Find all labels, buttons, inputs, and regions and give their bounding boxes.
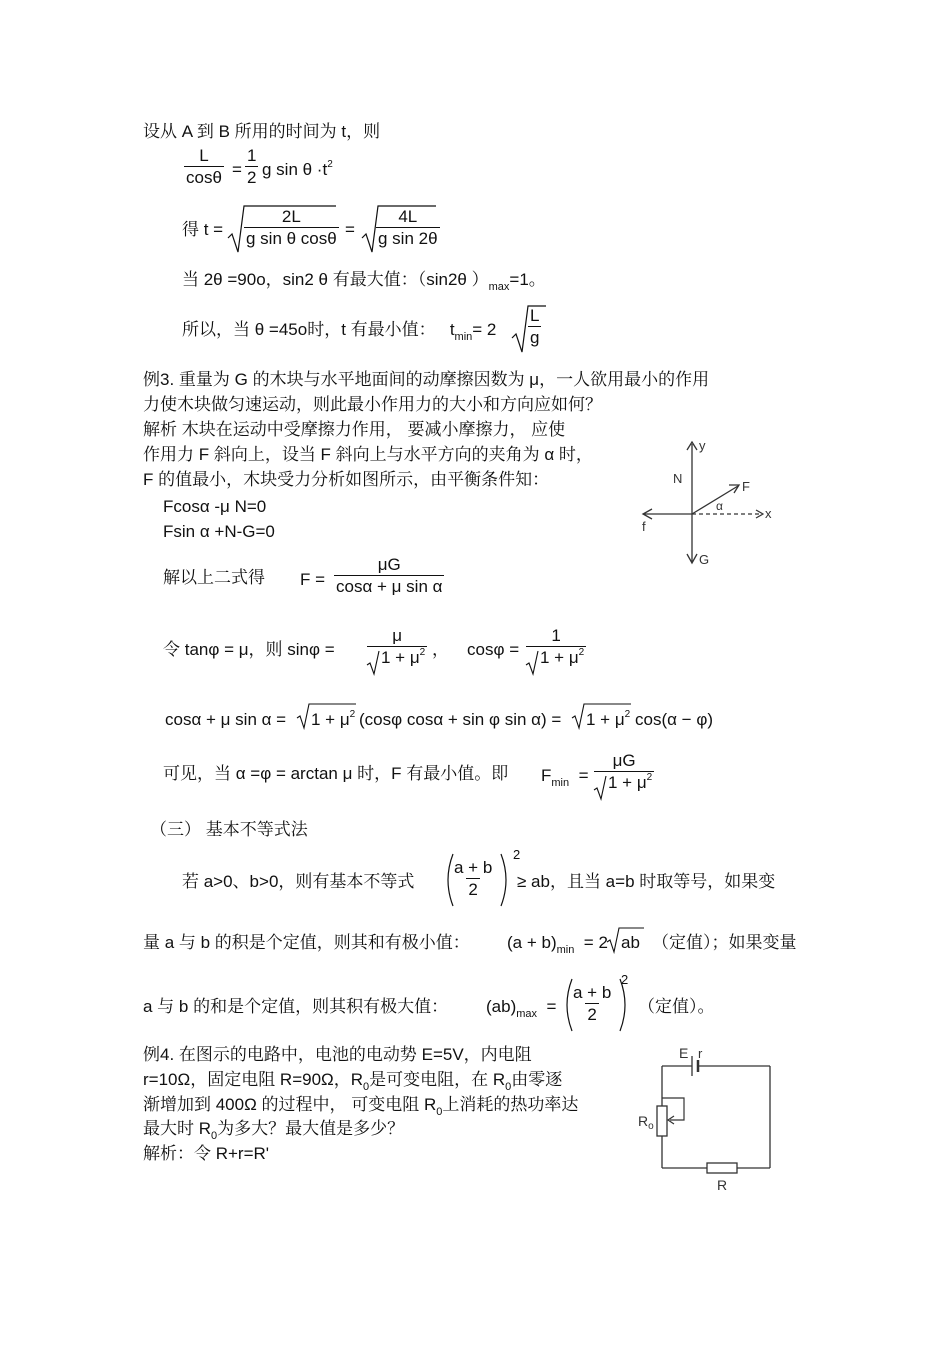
- s3-l3-expr: $(ab)_{max}$ =: [486, 997, 557, 1020]
- result-radical-sign: [593, 775, 607, 801]
- eq2-radical-1-fraction: [244, 207, 339, 250]
- eq1-equals: =: [232, 160, 242, 179]
- expand-mid: (cosφ cosα + sin φ sin α) =: [359, 710, 562, 729]
- solve-den: cosα + μ sin α: [336, 577, 443, 597]
- expand-radical-1-inner: $1 + \mu^2$: [311, 709, 356, 729]
- ex3-eqA: Fcosα -μ N=0: [163, 497, 267, 516]
- tmin-den: g: [530, 328, 540, 348]
- eq1-lhs-num: L: [199, 146, 209, 165]
- s3-l1-lead: 若 a>0、b>0，则有基本不等式: [182, 872, 415, 891]
- label-R: R: [717, 1177, 728, 1193]
- eq1-rhs: g $\sin \theta \cdot t^2$: [262, 159, 333, 179]
- let-sin-den: $1 + \mu^2$: [367, 646, 427, 668]
- force-diagram: [632, 436, 782, 570]
- result-Fmin: $F_{min}$ =: [541, 766, 589, 789]
- s3-frac-2-den: 2: [587, 1005, 597, 1025]
- let-cos-num: 1: [551, 626, 561, 645]
- label-f: f: [642, 519, 646, 534]
- ex3-p4: 作用力 F 斜向上，设当 F 斜向上与水平方向的夹角为 α 时，: [143, 445, 593, 464]
- label-y: y: [699, 438, 706, 453]
- eq2-r2-num: 4L: [398, 207, 418, 226]
- let-sin-num: μ: [392, 626, 402, 645]
- let-cos-den: $1 + \mu^2$: [526, 646, 586, 668]
- eq1-half-den: 2: [247, 168, 257, 188]
- label-F: F: [742, 479, 750, 494]
- label-N: N: [673, 471, 683, 486]
- ex4-p3: 渐增加到 400Ω 的过程中， 可变电阻 $R_0$上消耗的热功率达: [143, 1095, 579, 1118]
- circuit-diagram: [634, 1040, 779, 1195]
- intro-line3: 当 2θ =90o，sin2 θ 有最大值：（sin2θ ）$_{max}=1$。: [182, 270, 546, 293]
- tmin-num: L: [530, 306, 540, 325]
- s3-frac-1-num: a + b: [454, 858, 493, 877]
- ex4-p2: r=10Ω，固定电阻 R=90Ω，$R_0$是可变电阻，在 $R_0$由零逐: [143, 1070, 563, 1093]
- label-r: r: [698, 1046, 703, 1061]
- eq2-r2-den: g sin 2θ: [378, 229, 438, 249]
- ex4-p1: 例4. 在图示的电路中，电池的电动势 E=5V，内电阻: [143, 1045, 532, 1064]
- intro-line: 设从 A 到 B 所用的时间为 t，则: [143, 122, 381, 141]
- solve-fraction: [334, 555, 444, 598]
- let-comma: ，: [432, 640, 449, 659]
- ex4-p4: 最大时 $R_0$为多大？最大值是多少？: [143, 1119, 405, 1142]
- let-cos-radical-sign: [525, 650, 539, 676]
- label-x: x: [765, 506, 772, 521]
- eq1-half-fraction: [245, 146, 258, 189]
- s3-l3-lead: a 与 b 的和是个定值，则其积有极大值：: [143, 997, 449, 1016]
- ex4-p5: 解析：令 R+r=R': [143, 1144, 270, 1163]
- s3-ab-radical-inner: ab: [621, 933, 640, 952]
- label-G: G: [699, 552, 710, 567]
- section3-heading: （三） 基本不等式法: [150, 820, 308, 839]
- s3-exp-1: 2: [513, 847, 521, 862]
- eq2-r1-num: 2L: [281, 207, 301, 226]
- result-lead: 可见，当 α =φ = arctan μ 时，F 有最小值。即: [163, 764, 509, 783]
- ex3-p1: 例3. 重量为 G 的木块与水平地面间的动摩擦因数为 μ，一人欲用最小的作用: [143, 370, 710, 389]
- result-num: μG: [612, 751, 636, 770]
- eq2-r1-den: g sin θ cosθ: [246, 229, 337, 249]
- tmin-fraction: [528, 306, 541, 349]
- eq1-lhs-den: cosθ: [186, 168, 222, 188]
- F-vector: [692, 486, 738, 514]
- s3-frac-1: [452, 858, 494, 901]
- let-cos: cosφ =: [467, 640, 520, 659]
- eq2-lead: 得 t =: [182, 220, 224, 239]
- ex3-p5: F 的值最小，木块受力分析如图所示，由平衡条件知：: [143, 470, 550, 489]
- s3-l3-tail: （定值）。: [638, 997, 715, 1016]
- eq2-equals: =: [345, 220, 355, 239]
- s3-l2-expr: $(a + b)_{min} = 2$: [507, 933, 608, 956]
- rheostat-R0: [657, 1106, 667, 1136]
- s3-frac-2: [571, 983, 613, 1026]
- ex3-p2: 力使木块做匀速运动，则此最小作用力的大小和方向应如何？: [143, 395, 602, 414]
- s3-frac-2-num: a + b: [573, 983, 612, 1002]
- label-E: E: [679, 1045, 689, 1061]
- expand-radical-2-inner: $1 + \mu^2$: [586, 709, 631, 729]
- solve-num: μG: [377, 555, 401, 574]
- label-R0: $R_o$: [638, 1113, 654, 1132]
- expand-tail: cos(α − φ): [635, 710, 714, 729]
- s3-frac-1-den: 2: [468, 880, 478, 900]
- eq2-radical-2-fraction: [376, 207, 440, 250]
- s3-l1-tail: ≥ ab，且当 a=b 时取等号，如果变: [517, 872, 776, 891]
- solve-F: F =: [300, 570, 326, 589]
- solve-lead: 解以上二式得: [163, 568, 265, 587]
- s3-l2-tail: （定值）；如果变量: [652, 933, 797, 952]
- ex3-p3: 解析 木块在运动中受摩擦力作用， 要减小摩擦力， 应使: [143, 420, 566, 439]
- expand-lhs: cosα + μ sin α =: [165, 710, 287, 729]
- eq1-half-num: 1: [247, 146, 257, 165]
- s3-l2-lead: 量 a 与 b 的积是个定值，则其和有极小值：: [143, 933, 470, 952]
- let-sin-radical-sign: [366, 650, 380, 676]
- eq1-lhs-fraction: [184, 146, 224, 189]
- result-den: $1 + \mu^2$: [594, 771, 654, 793]
- label-alpha: α: [716, 499, 723, 513]
- s3-exp-2: 2: [621, 972, 629, 987]
- ex3-eqB: Fsin α +N-G=0: [163, 522, 275, 541]
- resistor-R: [707, 1163, 737, 1173]
- intro-line4: 所以，当 θ =45o时，t 有最小值： $t_{min}= 2$: [182, 320, 497, 343]
- let-lead: 令 tanφ = μ，则 sinφ =: [163, 640, 335, 659]
